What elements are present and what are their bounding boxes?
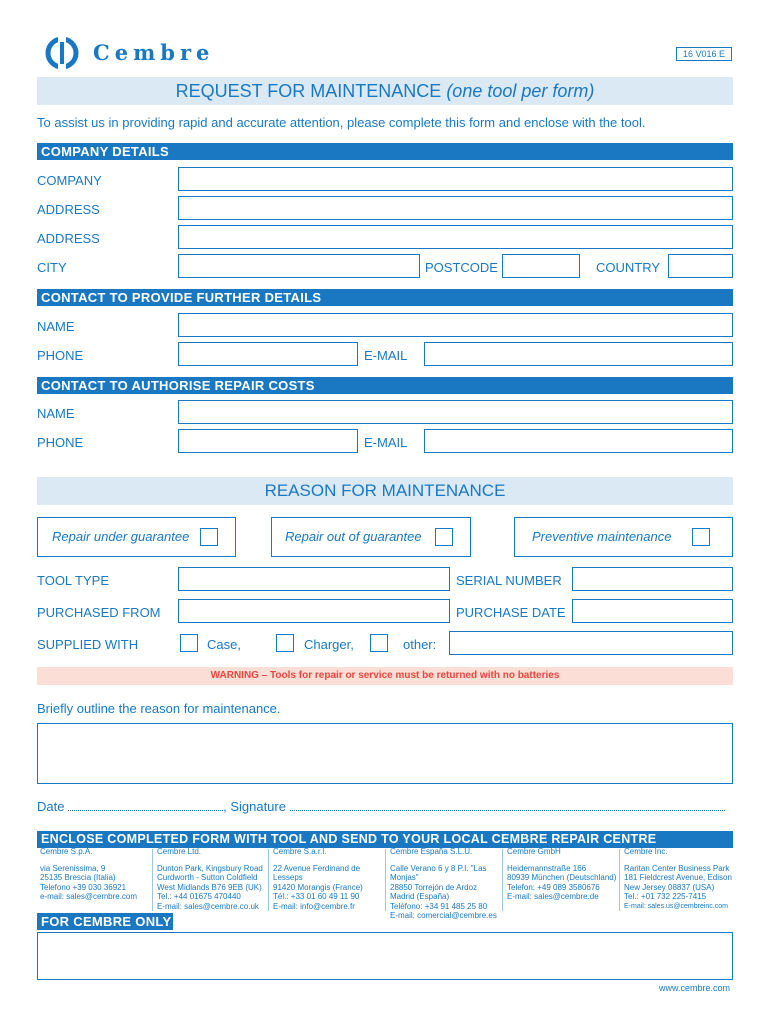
contact-costs-heading: CONTACT TO AUTHORISE REPAIR COSTS (37, 377, 733, 394)
postcode-label: POSTCODE (425, 260, 498, 275)
centre-line: Raritan Center Business Park (624, 863, 730, 873)
centre-line: Telefono +39 030 36921 (40, 882, 127, 892)
tool-type-label: TOOL TYPE (37, 573, 110, 588)
repair-centres-heading: ENCLOSE COMPLETED FORM WITH TOOL AND SEND TO YOUR LOCAL CEMBRE REPAIR CENTRE (37, 831, 733, 848)
centre-line: Calle Verano 6 y 8 P.I. "Las Monjas" (390, 863, 487, 882)
purchased-from-field[interactable] (178, 599, 450, 623)
address1-field[interactable] (178, 196, 733, 220)
contact-email-field[interactable] (424, 342, 733, 366)
centre-line: 28850 Torrejón de Ardoz (390, 882, 478, 892)
costs-name-field[interactable] (178, 400, 733, 424)
other-checkbox[interactable] (370, 634, 388, 652)
costs-phone-label: PHONE (37, 435, 84, 450)
centre-line: Dunton Park, Kingsbury Road (157, 863, 263, 873)
under-guarantee-checkbox[interactable] (200, 528, 218, 546)
form-title-main: REQUEST FOR MAINTENANCE (175, 81, 447, 101)
date-field[interactable] (68, 801, 223, 811)
centre-line: 91420 Morangis (France) (273, 882, 363, 892)
preventive-checkbox[interactable] (692, 528, 710, 546)
company-field[interactable] (178, 167, 733, 191)
option-under-guarantee-label: Repair under guarantee (52, 529, 190, 544)
centre-line: 22 Avenue Ferdinand de Lesseps (273, 863, 361, 882)
outline-textarea[interactable] (37, 723, 733, 784)
other-field[interactable] (449, 631, 733, 655)
contact-name-label: NAME (37, 319, 75, 334)
centre-line: E-mail: sales@cembre.co.uk (157, 901, 259, 911)
centre-line: Tél.: +33 01 60 49 11 90 (273, 892, 360, 901)
centre-name: Cembre GmbH (507, 847, 561, 856)
charger-checkbox[interactable] (276, 634, 294, 652)
costs-email-label: E-MAIL (364, 435, 408, 450)
centre-usa (624, 847, 734, 911)
centre-line: E-mail: sales.us@cembreinc.com (624, 902, 728, 910)
centre-france (273, 847, 389, 911)
cembre-only-heading: FOR CEMBRE ONLY (37, 913, 173, 930)
costs-phone-field[interactable] (178, 429, 358, 453)
centre-line: Telefon: +49 089 3580676 (507, 882, 600, 892)
centre-germany (507, 847, 623, 902)
centre-line: e-mail: sales@cembre.com (40, 892, 138, 901)
divider (385, 849, 386, 911)
contact-email-label: E-MAIL (364, 348, 408, 363)
costs-name-label: NAME (37, 406, 75, 421)
cembre-only-box[interactable] (37, 932, 733, 980)
divider (152, 849, 153, 911)
centre-line: New Jersey 08837 (USA) (624, 882, 715, 892)
battery-warning: WARNING – Tools for repair or service must be returned with no batteries (37, 667, 733, 685)
postcode-field[interactable] (502, 254, 580, 278)
charger-label: Charger, (304, 637, 354, 652)
divider (502, 849, 503, 911)
contact-details-heading: CONTACT TO PROVIDE FURTHER DETAILS (37, 289, 733, 306)
form-title (37, 77, 733, 105)
city-label: CITY (37, 260, 67, 275)
centre-italy (40, 847, 156, 902)
centre-line: Teléfono: +34 91 485 25 80 (390, 901, 488, 911)
address2-field[interactable] (178, 225, 733, 249)
centre-line: Tel.: +44 01675 470440 (157, 892, 241, 901)
centre-line: Heidemannstraße 166 (507, 863, 587, 873)
serial-number-label: SERIAL NUMBER (456, 573, 562, 588)
centre-line: E-mail: sales@cembre.de (507, 892, 599, 901)
other-label: other: (403, 637, 437, 652)
centre-spain (390, 847, 506, 921)
cembre-logo-icon (45, 36, 79, 70)
centre-line: 80939 München (Deutschland) (507, 873, 617, 882)
case-label: Case, (207, 637, 241, 652)
case-checkbox[interactable] (180, 634, 198, 652)
purchase-date-label: PURCHASE DATE (456, 605, 566, 620)
company-label: COMPANY (37, 173, 102, 188)
centre-line: Tel.: +01 732 225-7415 (624, 892, 707, 901)
centre-line: Curdworth - Sutton Coldfield (157, 873, 258, 882)
supplied-with-label: SUPPLIED WITH (37, 637, 139, 652)
signature-label: , Signature (223, 799, 286, 814)
centre-line: West Midlands B76 9EB (UK) (157, 882, 262, 892)
intro-text: To assist us in providing rapid and accurate attention, please complete this form and enclose with the tool. (37, 115, 646, 130)
date-label: Date (37, 799, 65, 814)
centre-line: Madrid (España) (390, 892, 450, 901)
country-label: COUNTRY (596, 260, 661, 275)
contact-name-field[interactable] (178, 313, 733, 337)
centre-name: Cembre S.p.A. (40, 847, 93, 856)
contact-phone-field[interactable] (178, 342, 358, 366)
centre-uk (157, 847, 273, 911)
form-title-italic: (one tool per form) (446, 81, 595, 101)
reason-heading: REASON FOR MAINTENANCE (37, 477, 733, 505)
serial-number-field[interactable] (572, 567, 733, 591)
tool-type-field[interactable] (178, 567, 450, 591)
company-details-heading: COMPANY DETAILS (37, 143, 733, 160)
signature-field[interactable] (290, 801, 725, 811)
option-preventive-label: Preventive maintenance (532, 529, 672, 544)
divider (619, 849, 620, 911)
address1-label: ADDRESS (37, 202, 100, 217)
centre-name: Cembre Inc. (624, 847, 668, 856)
country-field[interactable] (668, 254, 733, 278)
centre-name: Cembre España S.L.U. (390, 847, 473, 856)
outline-label: Briefly outline the reason for maintenance. (37, 701, 281, 716)
divider (268, 849, 269, 911)
costs-email-field[interactable] (424, 429, 733, 453)
centre-line: 181 Fieldcrest Avenue, Edison (624, 873, 732, 882)
document-code: 16 V016 E (676, 47, 732, 61)
centre-line: 25135 Brescia (Italia) (40, 873, 116, 882)
centre-line: E-mail: info@cembre.fr (273, 901, 355, 911)
date-signature-line (37, 799, 725, 814)
centre-line: via Serenissima, 9 (40, 863, 106, 873)
brand-name: Cembre (93, 40, 215, 65)
out-of-guarantee-checkbox[interactable] (435, 528, 453, 546)
contact-phone-label: PHONE (37, 348, 84, 363)
website-link[interactable]: www.cembre.com (658, 983, 730, 993)
centre-line: E-mail: comercial@cembre.es (390, 911, 497, 920)
option-out-of-guarantee-label: Repair out of guarantee (285, 529, 422, 544)
purchased-from-label: PURCHASED FROM (37, 605, 161, 620)
centre-name: Cembre Ltd. (157, 847, 202, 856)
purchase-date-field[interactable] (572, 599, 733, 623)
city-field[interactable] (178, 254, 420, 278)
centre-name: Cembre S.a.r.l. (273, 847, 327, 856)
address2-label: ADDRESS (37, 231, 100, 246)
